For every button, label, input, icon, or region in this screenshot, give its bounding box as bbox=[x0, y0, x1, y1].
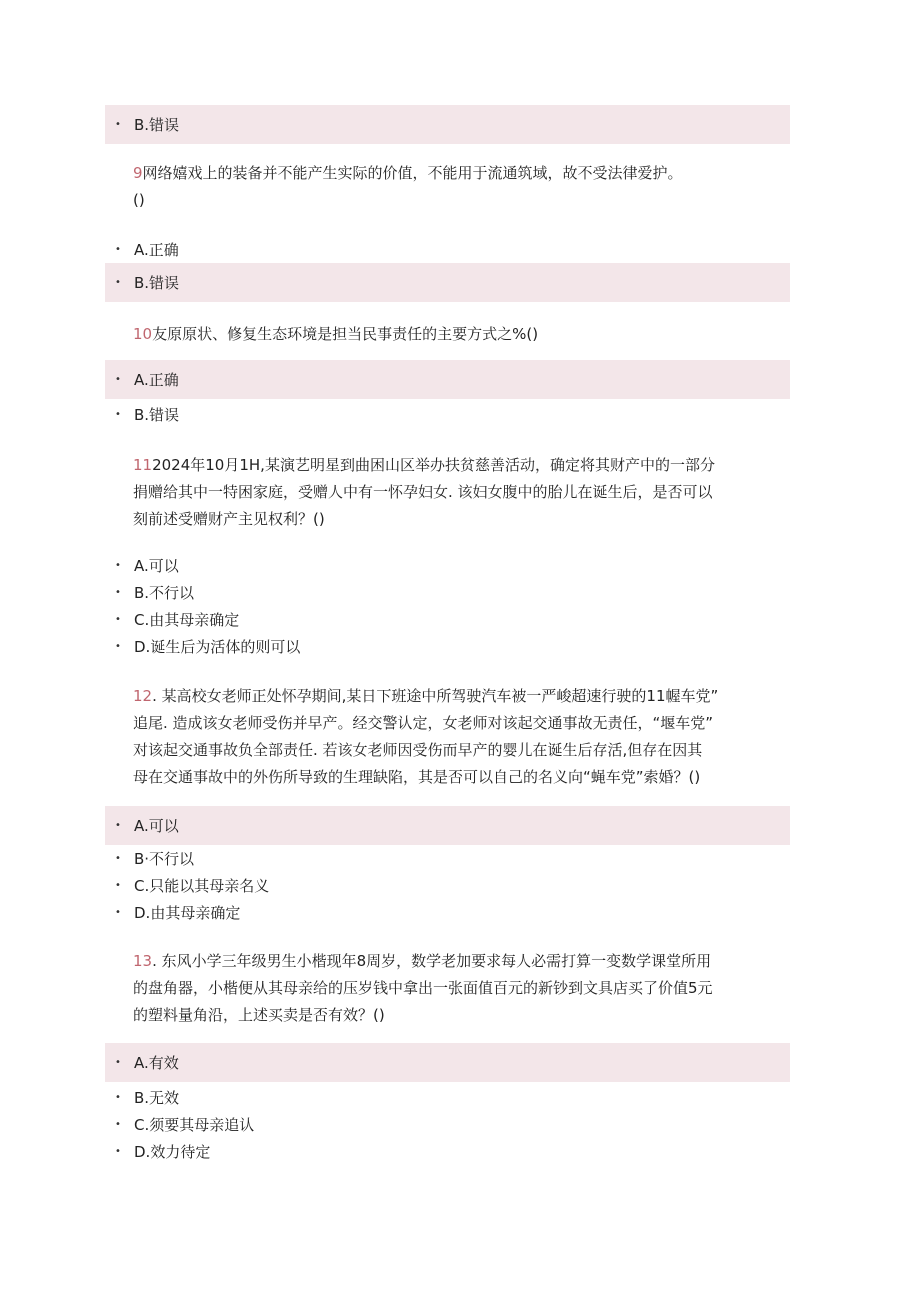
option-row[interactable] bbox=[105, 552, 790, 579]
option-row[interactable] bbox=[105, 806, 790, 845]
option-row[interactable] bbox=[105, 899, 790, 926]
option-row[interactable] bbox=[105, 105, 790, 144]
option-row[interactable] bbox=[105, 633, 790, 660]
bullet-icon: • bbox=[115, 906, 121, 918]
option-row[interactable] bbox=[105, 579, 790, 606]
question-number: 12 bbox=[133, 687, 153, 705]
option-row[interactable] bbox=[105, 606, 790, 633]
question-text-line: () bbox=[133, 191, 145, 209]
option-label: B.错误 bbox=[134, 406, 180, 424]
question-text-line: 追尾. 造成该女老师受伤并早产。经交警认定，女老师对该起交通事故无责任，“堰车党” bbox=[133, 714, 714, 732]
bullet-icon: • bbox=[115, 559, 121, 571]
question-number: 13 bbox=[133, 952, 153, 970]
bullet-icon: • bbox=[115, 852, 121, 864]
question-text-line: . 某高校女老师正处怀孕期间,某日下班途中所驾驶汽车被一严峻超速行驶的11幄车党” bbox=[152, 687, 719, 705]
option-label: A.正确 bbox=[134, 371, 179, 389]
question-11 bbox=[133, 452, 813, 533]
question-text-line: 的塑料量角沿，上述买卖是否有效？() bbox=[133, 1006, 385, 1024]
question-13 bbox=[133, 948, 813, 1029]
bullet-icon: • bbox=[115, 640, 121, 652]
question-10 bbox=[133, 321, 813, 348]
option-label: B.错误 bbox=[134, 274, 180, 292]
question-text-line: . 东风小学三年级男生小楷现年8周岁，数学老加要求每人必需打算一变数学课堂所用 bbox=[152, 952, 712, 970]
question-text-line: 捐赠给其中一特困家庭，受赠人中有一怀孕妇女. 该妇女腹中的胎儿在诞生后，是否可以 bbox=[133, 483, 713, 501]
option-label: D.诞生后为活体的则可以 bbox=[134, 638, 301, 656]
option-row[interactable] bbox=[105, 236, 790, 263]
question-text-line: 的盘角器，小楷便从其母亲给的压岁钱中拿出一张面值百元的新钞到文具店买了价值5元 bbox=[133, 979, 713, 997]
bullet-icon: • bbox=[115, 1056, 121, 1068]
option-row[interactable] bbox=[105, 263, 790, 302]
bullet-icon: • bbox=[115, 276, 121, 288]
option-label: D.效力待定 bbox=[134, 1143, 211, 1161]
option-label: B.无效 bbox=[134, 1089, 180, 1107]
option-label: B.错误 bbox=[134, 116, 180, 134]
option-label: D.由其母亲确定 bbox=[134, 904, 241, 922]
option-label: A.可以 bbox=[134, 557, 179, 575]
bullet-icon: • bbox=[115, 1118, 121, 1130]
question-12 bbox=[133, 683, 813, 791]
option-row[interactable] bbox=[105, 872, 790, 899]
option-row[interactable] bbox=[105, 1043, 790, 1082]
question-text-line: 刻前述受赠财产主见权利？() bbox=[133, 510, 325, 528]
question-text-line: 网络嬉戏上的装备并不能产生实际的价值，不能用于流通筑域，故不受法律爱护。 bbox=[142, 164, 683, 182]
bullet-icon: • bbox=[115, 1145, 121, 1157]
bullet-icon: • bbox=[115, 586, 121, 598]
option-row[interactable] bbox=[105, 845, 790, 872]
question-text-line: 友原原状、修复生态环境是担当民事责任的主要方式之%() bbox=[152, 325, 539, 343]
option-row[interactable] bbox=[105, 1138, 790, 1165]
bullet-icon: • bbox=[115, 879, 121, 891]
option-label: C.须要其母亲追认 bbox=[134, 1116, 255, 1134]
question-number: 11 bbox=[133, 456, 153, 474]
option-row[interactable] bbox=[105, 360, 790, 399]
option-row[interactable] bbox=[105, 1084, 790, 1111]
option-label: C.只能以其母亲名义 bbox=[134, 877, 270, 895]
option-label: A.可以 bbox=[134, 817, 179, 835]
option-label: B.不行以 bbox=[134, 584, 195, 602]
bullet-icon: • bbox=[115, 243, 121, 255]
bullet-icon: • bbox=[115, 1091, 121, 1103]
option-row[interactable] bbox=[105, 401, 790, 428]
option-label: B·不行以 bbox=[134, 850, 195, 868]
bullet-icon: • bbox=[115, 408, 121, 420]
bullet-icon: • bbox=[115, 118, 121, 130]
option-label: A.正确 bbox=[134, 241, 179, 259]
option-label: A.有效 bbox=[134, 1054, 179, 1072]
bullet-icon: • bbox=[115, 613, 121, 625]
question-number: 10 bbox=[133, 325, 153, 343]
bullet-icon: • bbox=[115, 819, 121, 831]
option-row[interactable] bbox=[105, 1111, 790, 1138]
option-label: C.由其母亲确定 bbox=[134, 611, 240, 629]
question-number: 9 bbox=[133, 164, 143, 182]
question-9 bbox=[133, 160, 813, 214]
question-text-line: 母在交通事故中的外伤所导致的生理缺陷，其是否可以自己的名义向“蝇车党”索婚？() bbox=[133, 768, 701, 786]
bullet-icon: • bbox=[115, 373, 121, 385]
question-text-line: 对该起交通事故负全部责任. 若该女老师因受伤而早产的婴儿在诞生后存活,但存在因其 bbox=[133, 741, 703, 759]
question-text-line: 2024年10月1H,某演艺明星到曲困山区举办扶贫慈善活动，确定将其财产中的一部分 bbox=[152, 456, 715, 474]
